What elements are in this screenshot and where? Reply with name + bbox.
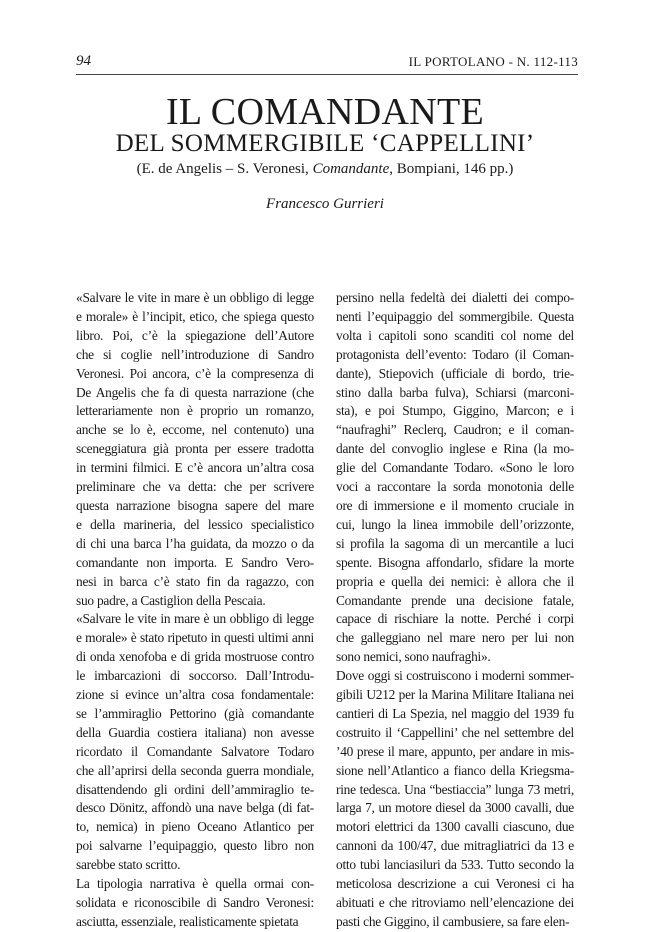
text-line: Veronesi. Poi ancora, c’è la compresenza di [76, 365, 314, 381]
text-line: gibili U212 per la Marina Militare Italiana nei [336, 687, 574, 703]
journal-title: IL PORTOLANO - N. 112-113 [408, 54, 578, 69]
book-citation [0, 159, 650, 179]
text-line: stino dalla barba fulva), Schiarsi (marconi- [336, 384, 574, 400]
text-line: otto tubi lanciasiluri da 533. Tutto secondo la [336, 857, 574, 873]
text-line: sarebbe stato scritto. [76, 857, 181, 873]
text-line: voci a raccontare la sorda monotonia delle [336, 479, 574, 495]
text-line: e della marineria, del lessico specialistico [76, 516, 314, 532]
text-line: pasti che Giggino, il cambusiere, sa fare elen- [336, 913, 570, 929]
text-line: nesi in barca c’è stato fin da ragazzo, con [76, 573, 314, 589]
citation-book-title: Comandante [312, 161, 390, 177]
text-line: Dove oggi si costruiscono i moderni sommer- [336, 668, 574, 684]
text-line: suo padre, a Castiglion della Pescaia. [76, 592, 266, 608]
text-line: sione nell’Atlantico a fianco della Kriegsma- [336, 762, 574, 778]
text-line: asciutta, essenziale, realisticamente spietata [76, 913, 299, 929]
text-line: “naufraghi” Reclerq, Caudron; e il coman- [336, 422, 574, 438]
text-line: sceneggiatura già pronta per essere tradotta [76, 441, 314, 457]
text-line: propria e quella dei nemici: è allora che il [336, 573, 574, 589]
text-column-left [76, 289, 314, 932]
text-line: disattendendo gli ordini dell’ammiraglio te- [76, 781, 314, 797]
text-line: «Salvare le vite in mare è un obbligo di legge [76, 611, 314, 627]
text-line: dante), Stiepovich (ufficiale di bordo, trie- [336, 365, 574, 381]
text-line: che galleggiano nel mare nero per lui non [336, 630, 574, 646]
text-line: volta i capitoli sono scanditi col nome del [336, 327, 574, 343]
text-line: glie del Comandante Todaro. «Sono le loro [336, 460, 574, 476]
text-line: letterariamente non è proprio un romanzo, [76, 403, 314, 419]
text-line: anche se lo è, eccome, nel contenuto) una [76, 422, 314, 438]
text-line: le imbarcazioni di soccorso. Dall’Introdu- [76, 668, 314, 684]
text-column-right [336, 289, 574, 932]
text-line: cannoni da 100/47, due mitragliatrici da 13 e [336, 838, 574, 854]
text-line: libro. Poi, c’è la spiegazione dell’Autore [76, 327, 314, 343]
text-line: di onda xenofoba e di grida mostruose contro [76, 649, 314, 665]
text-line: sta), e poi Stumpo, Giggino, Marcon; e i [336, 403, 574, 419]
text-line: to, nemica) in pieno Oceano Atlantico per [76, 819, 314, 835]
text-line: desco Dönitz, affondò una nave belga (di fat- [76, 800, 314, 816]
text-line: zione si evince un’altra cosa fondamentale: [76, 687, 314, 703]
text-line: e morale» è l’incipit, etico, che spiega questo [76, 308, 314, 324]
text-line: dante del convoglio inglese e Rina (la mo- [336, 441, 574, 457]
text-line: che all’aprirsi della seconda guerra mondiale, [76, 762, 314, 778]
text-line: e morale» è stato ripetuto in questi ultimi anni [76, 630, 314, 646]
text-line: Comandante prende una decisione fatale, [336, 592, 574, 608]
text-line: De Angelis che fa di questa narrazione (che [76, 384, 314, 400]
text-line: in termini filmici. E c’è ancora un’altra cosa [76, 460, 314, 476]
text-line: di chi una barca l’ha guidata, da mozzo o da [76, 535, 314, 551]
running-header [76, 50, 578, 75]
article-author: Francesco Gurrieri [266, 196, 384, 212]
text-line: preliminare che va detta: che per scrivere [76, 479, 314, 495]
citation-authors: (E. de Angelis – S. Veronesi, [136, 161, 313, 177]
article-subtitle: DEL SOMMERGIBILE ‘CAPPELLINI’ [115, 130, 535, 157]
text-line: protagonista dell’evento: Todaro (il Coman- [336, 346, 574, 362]
text-line: rine tedesca. Una “bestiaccia” lunga 73 metri, [336, 781, 574, 797]
text-line: capace di rischiare la notte. Perché i corpi [336, 611, 574, 627]
article-title: IL COMANDANTE [165, 91, 485, 133]
text-line: larga 7, un motore diesel da 3000 cavalli, due [336, 800, 574, 816]
text-line: ’40 prese il mare, appunto, per andare in mis- [336, 743, 574, 759]
citation-publisher: , Bompiani, 146 pp.) [389, 161, 514, 177]
text-line: ricordato il Comandante Salvatore Todaro [76, 743, 314, 759]
text-line: abituati e che ritroviamo nell’elencazione dei [336, 895, 574, 910]
text-line: solidata e riconoscibile di Sandro Veronesi: [76, 895, 314, 910]
text-line: della Guardia costiera italiana) non avesse [76, 724, 314, 740]
text-line: La tipologia narrativa è quella ormai con- [76, 876, 314, 892]
text-line: poi salvarne l’equipaggio, questo libro non [76, 838, 314, 854]
text-line: costruito il ‘Cappellini’ che nel settembre del [336, 724, 574, 740]
text-line: comandante non importa. E Sandro Vero- [76, 554, 314, 570]
text-line: spente. Bisogna affondarlo, sfidare la morte [336, 554, 574, 570]
text-line: motori elettrici da 1300 cavalli ciascuno, due [336, 819, 574, 835]
text-line: cui, lungo la linea immobile dell’orizzonte, [336, 516, 574, 532]
text-line: nenti l’equipaggio del sommergibile. Questa [336, 308, 574, 324]
text-line: cantieri di La Spezia, nel maggio del 1939 fu [336, 705, 574, 721]
page-number: 94 [76, 53, 91, 69]
text-line: persino nella fedeltà dei dialetti dei compo- [336, 290, 574, 305]
text-line: se l’ammiraglio Pettorino (già comandante [76, 705, 314, 721]
text-line: ore di immersione e il momento cruciale in [336, 497, 574, 513]
text-line: questa narrazione bisogna sapere del mare [76, 497, 314, 513]
text-line: meticolosa descrizione a cui Veronesi ci ha [336, 876, 574, 892]
text-line: sono nemici, sono naufraghi». [336, 649, 491, 665]
text-line: «Salvare le vite in mare è un obbligo di legge [76, 290, 314, 305]
text-line: si profila la sagoma di un mercantile a luci [336, 535, 574, 551]
text-line: che si coglie nell’introduzione di Sandro [76, 346, 314, 362]
